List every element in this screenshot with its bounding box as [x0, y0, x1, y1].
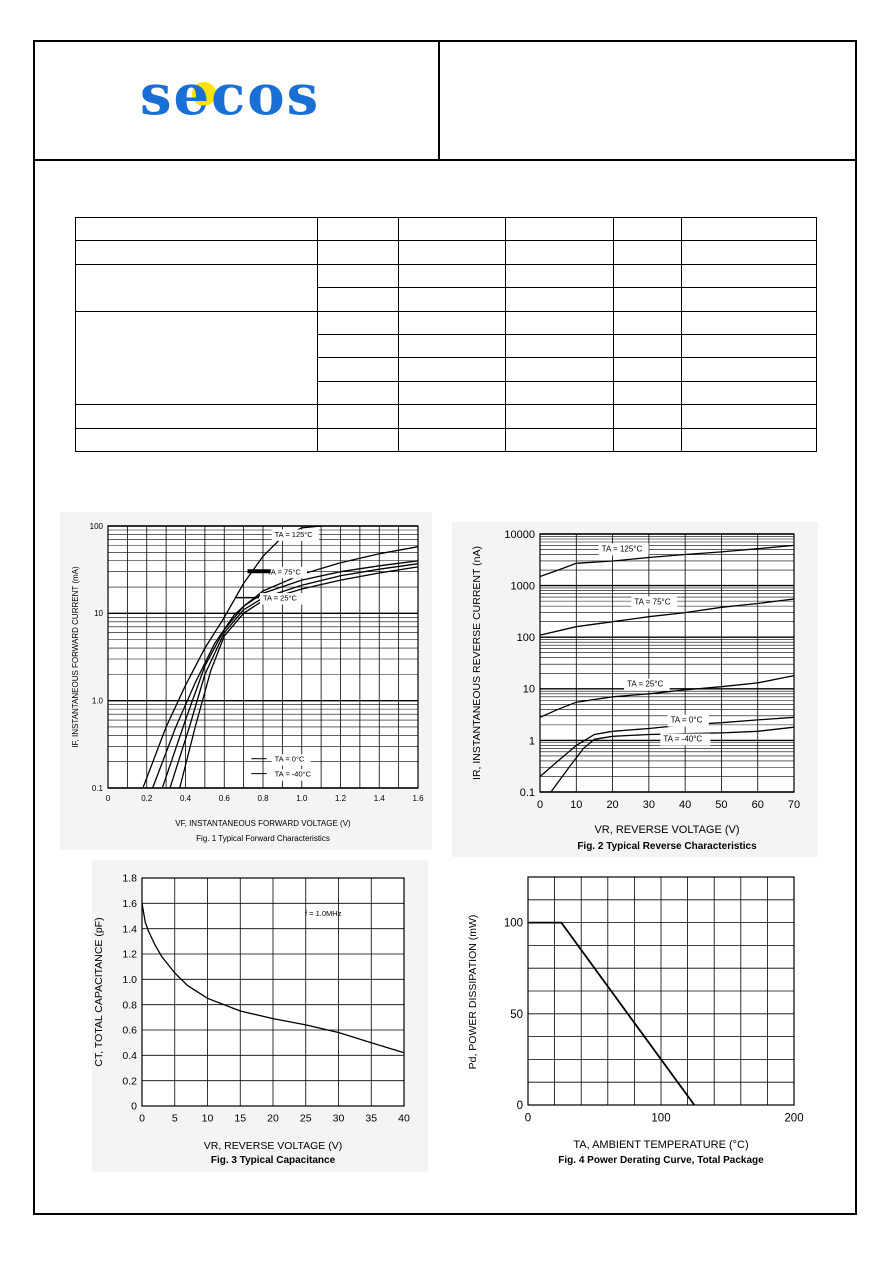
y-tick-label: 1.0: [122, 974, 137, 987]
x-tick-label: 70: [787, 799, 801, 811]
fig4-ylabel: Pd, POWER DISSIPATION (mW): [467, 914, 479, 1070]
fig2-ylabel: IR, INSTANTANEOUS REVERSE CURRENT (nA): [471, 546, 483, 780]
x-tick-label: 10: [201, 1112, 214, 1125]
fig2-xlabel: VR, REVERSE VOLTAGE (V): [594, 824, 740, 836]
y-tick-label: 10: [522, 683, 535, 696]
y-tick-label: 0.1: [91, 783, 103, 793]
y-tick-label: 0.1: [519, 786, 535, 799]
x-tick-label: 0.4: [179, 794, 192, 803]
y-tick-label: 0.8: [122, 999, 137, 1012]
x-tick-label: 1.4: [373, 794, 385, 803]
fig3-annotation: f = 1.0MHz: [305, 909, 342, 918]
y-tick-label: 0.4: [122, 1050, 137, 1063]
series-label: TA = 125°C: [601, 544, 643, 554]
y-tick-label: 1.4: [122, 923, 137, 936]
x-tick-label: 20: [267, 1112, 279, 1125]
y-tick-label: 10000: [504, 528, 535, 541]
table-row: [76, 428, 817, 451]
series-label: TA = 25°C: [627, 679, 664, 689]
y-tick-label: 50: [510, 1008, 523, 1021]
x-tick-label: 0.6: [218, 794, 230, 803]
x-tick-label: 30: [332, 1112, 345, 1125]
logo-text: secos: [140, 74, 321, 122]
y-tick-label: 0: [131, 1100, 137, 1113]
y-tick-label: 1: [528, 735, 535, 748]
x-tick-label: 0.2: [141, 794, 153, 803]
table-row: [76, 405, 817, 428]
x-tick-label: 50: [715, 799, 728, 811]
fig1-caption: Fig. 1 Typical Forward Characteristics: [196, 834, 330, 843]
y-tick-label: 100: [516, 632, 535, 645]
fig3-xlabel: VR, REVERSE VOLTAGE (V): [203, 1140, 343, 1152]
fig3-caption: Fig. 3 Typical Capacitance: [210, 1155, 336, 1166]
x-tick-label: 15: [234, 1112, 247, 1125]
fig4-xlabel: TA, AMBIENT TEMPERATURE (°C): [573, 1139, 749, 1151]
x-tick-label: 10: [570, 799, 583, 811]
series-label: TA = 25°C: [263, 593, 297, 603]
fig3-typical-capacitance: [92, 860, 428, 1172]
plot-area: [540, 534, 794, 792]
series-label: TA = 125°C: [274, 529, 313, 539]
secos-logo: [140, 74, 345, 122]
y-tick-label: 1.6: [122, 898, 137, 911]
series-label: TA = 75°C: [634, 597, 671, 607]
x-tick-label: 30: [642, 799, 655, 811]
fig1-xlabel: VF, INSTANTANEOUS FORWARD VOLTAGE (V): [175, 819, 351, 828]
x-tick-label: 200: [784, 1112, 804, 1125]
fig4-power-derating: [458, 862, 830, 1174]
y-tick-label: 1000: [510, 580, 535, 593]
y-tick-label: 10: [94, 609, 103, 619]
header-divider: [33, 159, 857, 161]
x-tick-label: 100: [651, 1112, 671, 1125]
y-tick-label: 0.2: [122, 1075, 137, 1088]
x-tick-label: 35: [365, 1112, 378, 1125]
series-label: TA = 0°C: [274, 754, 305, 764]
x-tick-label: 1.0: [296, 794, 308, 803]
fig2-caption: Fig. 2 Typical Reverse Characteristics: [577, 841, 757, 852]
y-tick-label: 1.8: [122, 872, 137, 885]
x-tick-label: 0: [139, 1112, 145, 1125]
x-tick-label: 0: [105, 794, 111, 803]
table-row: [76, 311, 817, 334]
y-tick-label: 1.2: [122, 948, 137, 961]
fig1-ylabel: IF, INSTANTANEOUS FORWARD CURRENT (mA): [71, 566, 80, 748]
series-label: TA = -40°C: [274, 769, 312, 779]
fig1-forward-characteristics: [60, 512, 432, 850]
y-tick-label: 0: [516, 1100, 523, 1113]
x-tick-label: 20: [606, 799, 619, 811]
y-tick-label: 1.0: [91, 696, 103, 706]
fig3-ylabel: CT, TOTAL CAPACITANCE (pF): [93, 917, 105, 1067]
x-tick-label: 40: [398, 1112, 410, 1125]
y-tick-label: 100: [503, 917, 523, 930]
x-tick-label: 1.6: [412, 794, 424, 803]
fig4-caption: Fig. 4 Power Derating Curve, Total Package: [558, 1155, 764, 1166]
x-tick-label: 0.8: [257, 794, 269, 803]
fig2-reverse-characteristics: [452, 522, 818, 857]
y-tick-label: 0.6: [122, 1024, 137, 1037]
x-tick-label: 25: [299, 1112, 312, 1125]
series-label: TA = 75°C: [266, 567, 301, 577]
x-tick-label: 60: [751, 799, 764, 811]
table-row: [76, 264, 817, 287]
x-tick-label: 1.2: [334, 794, 347, 803]
series-label: TA = 0°C: [670, 715, 703, 725]
x-tick-label: 0: [524, 1112, 532, 1125]
x-tick-label: 0: [536, 799, 544, 811]
table-row: [76, 218, 817, 241]
y-tick-label: 100: [89, 521, 103, 531]
x-tick-label: 40: [679, 799, 692, 811]
x-tick-label: 5: [171, 1112, 178, 1125]
table-row: [76, 241, 817, 264]
header-column-divider: [438, 40, 440, 160]
spec-table: [75, 217, 817, 452]
series-label: TA = -40°C: [663, 734, 703, 744]
